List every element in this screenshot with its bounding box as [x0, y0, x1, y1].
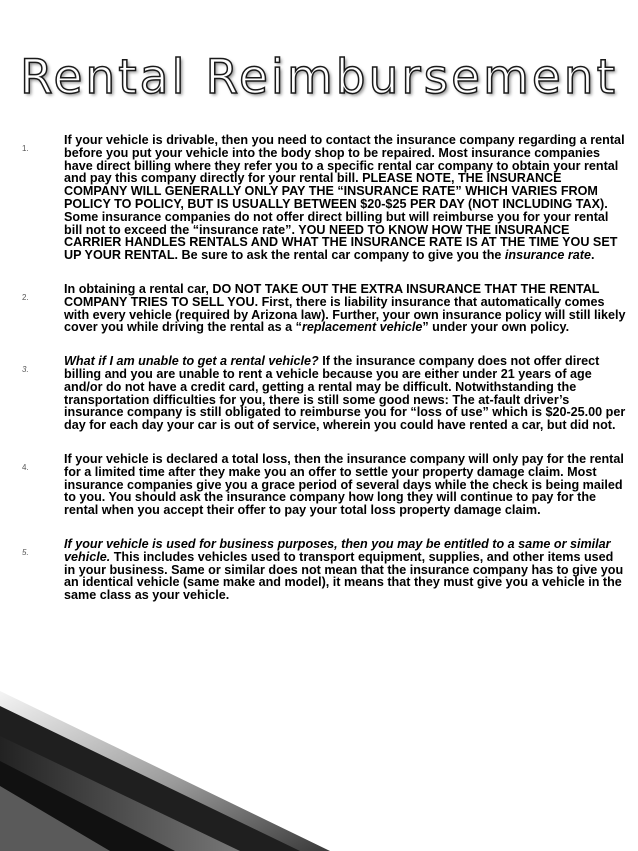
item-text-end: If the insurance company does not offer direct billing and you are unable to rent a vehicle because you are either under 21 years of age and/or do not have a credit card, getting a rental may be difficult. Notwithstanding the transportation difficulties for you, there is still some good news: The at-fault driver’s insurance company is still obligated to reimburse you for “loss of use” which is $20-25.00 per day for each day your car is out of service, wherein you could have rented a car, but did not. — [64, 354, 626, 433]
numbered-list — [0, 134, 638, 623]
item-text: In obtaining a rental car, DO NOT TAKE OUT THE EXTRA INSURANCE THAT THE RENTAL COMPANY TRIES TO SELL YOU. First, there is liability insurance that automatically comes with every vehicle (required by Arizona law). Further, your own insurance policy will still likely cover you while driving the rental as a “ — [64, 281, 626, 335]
item-text-end: ” under your own policy. — [422, 320, 570, 335]
list-item — [0, 355, 638, 432]
item-emphasis: If your vehicle is used for business purposes, then you may be entitled to a same or similar vehicle. — [64, 536, 611, 564]
item-text: If your vehicle is declared a total loss, then the insurance company will only pay for the rental for a limited time after they make you an offer to settle your property damage claim. Most insurance companies give you a grace period of several days while the check is being mailed to you. You should ask the insurance company how long they will continue to pay for the rental when you accept their offer to pay your total loss property damage claim. — [64, 451, 624, 518]
list-number: 1. — [22, 144, 29, 153]
list-number: 5. — [22, 547, 29, 557]
list-item — [0, 453, 638, 517]
list-number: 4. — [22, 462, 29, 472]
list-item — [0, 134, 638, 262]
list-number: 2. — [22, 292, 29, 302]
list-item — [0, 538, 638, 602]
list-item — [0, 283, 638, 334]
item-emphasis: What if I am unable to get a rental vehicle? — [64, 354, 319, 369]
list-number: 3. — [22, 365, 29, 375]
item-text-end: This includes vehicles used to transport equipment, supplies, and other items used in your business. Same or similar does not mean that the insurance company has to give you an identical vehicle (same make and model), it means that they must give you a vehicle in the same class as your vehicle. — [64, 549, 624, 603]
item-emphasis: insurance rate — [504, 248, 592, 263]
item-text-end: . — [591, 248, 595, 263]
decorative-corner-graphic — [0, 691, 330, 851]
item-emphasis: replacement vehicle — [301, 320, 423, 335]
page-title: Rental Reimbursement — [19, 50, 619, 105]
item-text: If your vehicle is drivable, then you need to contact the insurance company regarding a rental before you put your vehicle into the body shop to be repaired. Most insurance companies have direct billing where they refer you to a specific rental car company to obtain your rental and pay this company directly for your rental bill. PLEASE NOTE, THE INSURANCE COMPANY WILL GENERALLY ONLY PAY THE “INSURANCE RATE” WHICH VARIES FROM POLICY TO POLICY, BUT IS USUALLY BETWEEN $20-$25 PER DAY (NOT INCLUDING TAX). Some insurance companies do not offer direct billing but will reimburse you for your rental bill not to exceed the “insurance rate”. YOU NEED TO KNOW HOW THE INSURANCE CARRIER HANDLES RENTALS AND WHAT THE INSURANCE RATE IS AT THE TIME YOU SET UP YOUR RENTAL. Be sure to ask the rental car company to give you the — [64, 133, 625, 263]
